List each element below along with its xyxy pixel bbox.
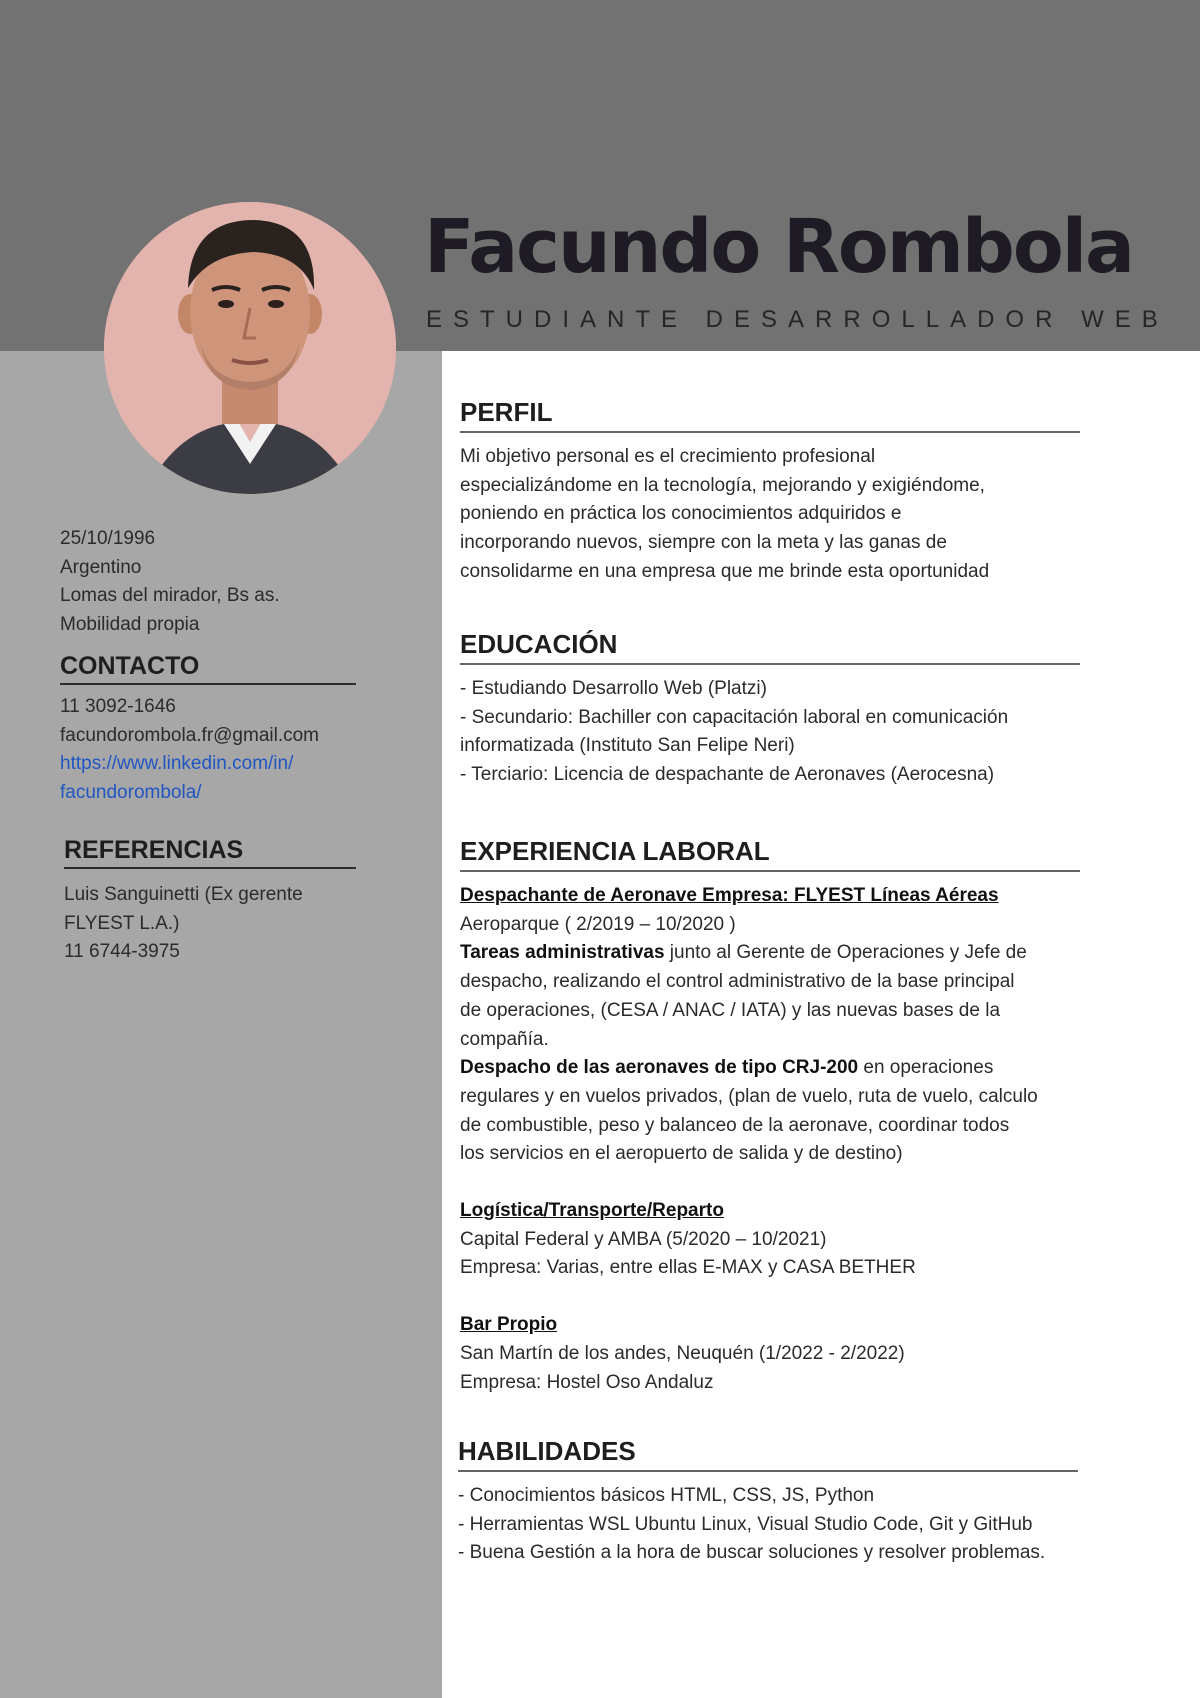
education-line: - Terciario: Licencia de despachante de Aeronaves (Aerocesna) bbox=[460, 764, 995, 786]
profile-line: consolidarme en una empresa que me brinde esta oportunidad bbox=[460, 560, 990, 582]
profile-section bbox=[460, 397, 1080, 587]
skill-line: - Buena Gestión a la hora de buscar soluciones y resolver problemas. bbox=[458, 1542, 1046, 1564]
job-line: Capital Federal y AMBA (5/2020 – 10/2021) bbox=[460, 1228, 827, 1250]
mobility: Mobilidad propia bbox=[60, 613, 200, 635]
skills-section bbox=[458, 1436, 1078, 1568]
task-text: en operaciones bbox=[858, 1057, 994, 1079]
references-section bbox=[64, 836, 356, 967]
location: Lomas del mirador, Bs as. bbox=[60, 585, 280, 606]
job-title: Bar Propio bbox=[460, 1314, 558, 1336]
avatar bbox=[104, 202, 396, 494]
education-section bbox=[460, 629, 1080, 790]
job-line: Empresa: Varias, entre ellas E-MAX y CASA BETHER bbox=[460, 1257, 916, 1279]
education-line: - Secundario: Bachiller con capacitación laboral en comunicación bbox=[460, 706, 1009, 728]
job-task-line bbox=[460, 1054, 1080, 1083]
education-line: informatizada (Instituto San Felipe Neri) bbox=[460, 735, 795, 757]
contact-title: CONTACTO bbox=[60, 652, 356, 685]
profile-line: poniendo en práctica los conocimientos adquiridos e bbox=[460, 503, 902, 525]
job-task-line: de operaciones, (CESA / ANAC / IATA) y las nuevas bases de la bbox=[460, 999, 1001, 1021]
reference-line: FLYEST L.A.) bbox=[64, 912, 180, 934]
linkedin-link-line1[interactable]: https://www.linkedin.com/in/ bbox=[60, 753, 294, 774]
nationality: Argentino bbox=[60, 556, 142, 578]
job-title: Logística/Transporte/Reparto bbox=[460, 1200, 724, 1222]
spacer bbox=[460, 1283, 1080, 1311]
task-text: junto al Gerente de Operaciones y Jefe de bbox=[664, 942, 1027, 964]
job-subtitle: ESTUDIANTE DESARROLLADOR WEB bbox=[426, 306, 1169, 333]
skill-line: - Herramientas WSL Ubuntu Linux, Visual Studio Code, Git y GitHub bbox=[458, 1513, 1033, 1535]
candidate-name: Facundo Rombola bbox=[424, 204, 1133, 290]
job-task-line bbox=[460, 939, 1080, 968]
job-task-line: regulares y en vuelos privados, (plan de vuelo, ruta de vuelo, calculo bbox=[460, 1085, 1038, 1107]
reference-line: Luis Sanguinetti (Ex gerente bbox=[64, 884, 303, 905]
profile-title: PERFIL bbox=[460, 397, 1080, 433]
job-line: San Martín de los andes, Neuquén (1/2022 - 2/2022) bbox=[460, 1342, 905, 1364]
skill-line: - Conocimientos básicos HTML, CSS, JS, Python bbox=[458, 1485, 875, 1506]
profile-line: incorporando nuevos, siempre con la meta y las ganas de bbox=[460, 532, 947, 554]
job-title: Despachante de Aeronave Empresa: FLYEST Líneas Aéreas bbox=[460, 885, 999, 906]
experience-title: EXPERIENCIA LABORAL bbox=[460, 836, 1080, 872]
job-task-line: compañía. bbox=[460, 1028, 549, 1050]
task-highlight: Tareas administrativas bbox=[460, 942, 665, 964]
job-task-line: de combustible, peso y balanceo de la aeronave, coordinar todos bbox=[460, 1114, 1010, 1136]
skills-title: HABILIDADES bbox=[458, 1436, 1078, 1472]
linkedin-link-line2[interactable]: facundorombola/ bbox=[60, 781, 202, 803]
profile-line: Mi objetivo personal es el crecimiento profesional bbox=[460, 446, 876, 467]
job-task-line: despacho, realizando el control administrativo de la base principal bbox=[460, 971, 1015, 993]
profile-line: especializándome en la tecnología, mejorando y exigiéndome, bbox=[460, 474, 985, 496]
experience-section bbox=[460, 836, 1080, 1397]
spacer bbox=[460, 1169, 1080, 1197]
task-highlight: Despacho de las aeronaves de tipo CRJ-200 bbox=[460, 1057, 859, 1079]
personal-info bbox=[60, 525, 280, 639]
job-place: Aeroparque ( 2/2019 – 10/2020 ) bbox=[460, 913, 736, 935]
job-task-line: los servicios en el aeropuerto de salida y de destino) bbox=[460, 1143, 903, 1165]
references-title: REFERENCIAS bbox=[64, 836, 356, 869]
education-title: EDUCACIÓN bbox=[460, 629, 1080, 665]
reference-line: 11 6744-3975 bbox=[64, 941, 180, 962]
phone: 11 3092-1646 bbox=[60, 696, 176, 717]
contact-section bbox=[60, 652, 356, 807]
education-line: - Estudiando Desarrollo Web (Platzi) bbox=[460, 678, 767, 699]
profile-photo bbox=[104, 202, 396, 494]
email: facundorombola.fr@gmail.com bbox=[60, 724, 320, 746]
job-line: Empresa: Hostel Oso Andaluz bbox=[460, 1371, 714, 1393]
birthdate: 25/10/1996 bbox=[60, 528, 156, 549]
